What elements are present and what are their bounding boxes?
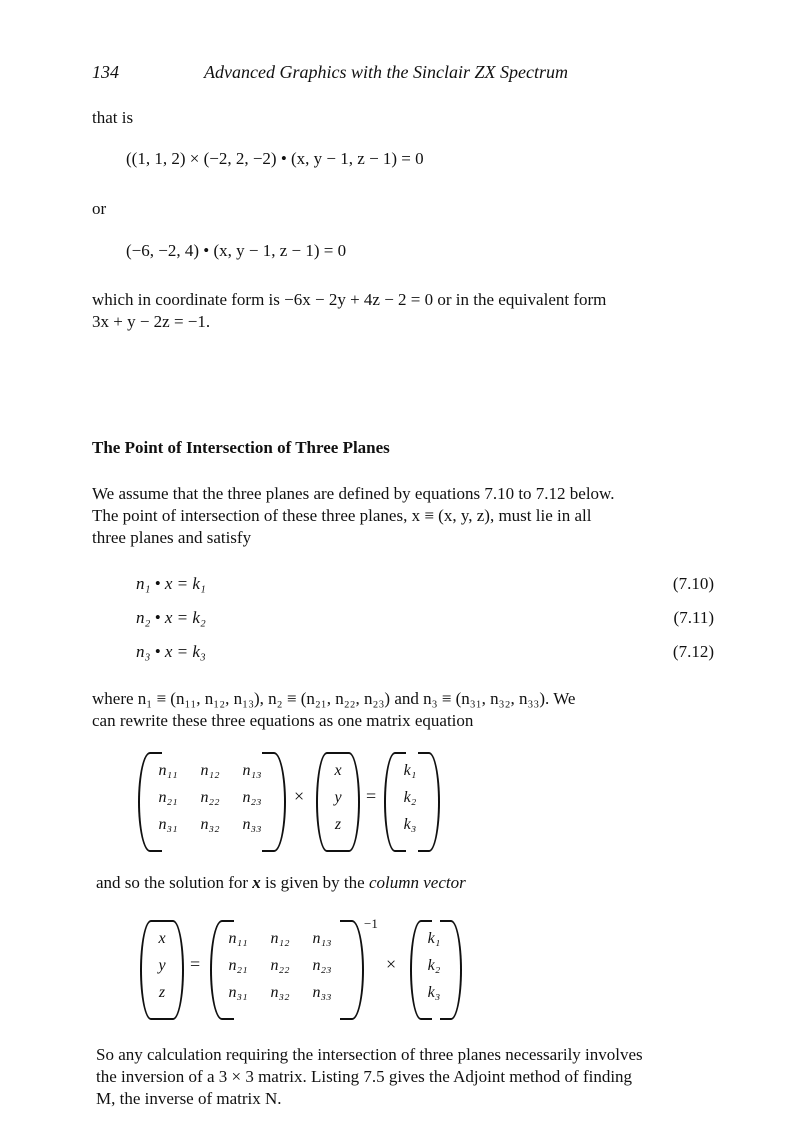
right-paren bbox=[340, 920, 364, 1020]
text-assume-2: The point of intersection of these three planes, x ≡ (x, y, z), must lie in all bbox=[92, 506, 592, 525]
text-column-vector: column vector bbox=[368, 873, 466, 892]
equals-sign: = bbox=[366, 786, 377, 806]
text-solution-a: and so the solution for bbox=[96, 873, 253, 892]
text-final-1: So any calculation requiring the intersection of three planes necessarily involves bbox=[96, 1045, 643, 1064]
right-paren bbox=[440, 920, 462, 1020]
vector-cell: k₁ bbox=[403, 762, 417, 779]
matrix-cell: n₂₂ bbox=[200, 789, 220, 806]
text-coordinate-form-1: which in coordinate form is −6x − 2y + 4z − 2 = 0 or in the equivalent form bbox=[92, 290, 607, 309]
matrix-cell: n₃₂ bbox=[200, 816, 220, 833]
vector-cell: k₂ bbox=[403, 789, 417, 806]
vector-cell: k₃ bbox=[427, 984, 441, 1001]
vector-cell: k₁ bbox=[427, 930, 441, 947]
matrix-cell: n₁₁ bbox=[228, 930, 248, 947]
right-paren bbox=[418, 752, 440, 852]
equation-cross-product: ((1, 1, 2) × (−2, 2, −2) • (x, y − 1, z − 1) = 0 bbox=[126, 149, 424, 168]
equation-lhs: n₁ • x = k₁ bbox=[136, 574, 206, 593]
vector-cell: y bbox=[158, 957, 166, 974]
matrix-cell: n₁₁ bbox=[158, 762, 178, 779]
text-that-is: that is bbox=[92, 108, 134, 127]
text-final-3: M, the inverse of matrix N. bbox=[96, 1089, 282, 1108]
equation-number: (7.10) bbox=[672, 574, 714, 593]
matrix-cell: n₃₃ bbox=[242, 816, 262, 833]
text-assume-1: We assume that the three planes are defined by equations 7.10 to 7.12 below. bbox=[92, 484, 615, 503]
equation-number: (7.12) bbox=[672, 642, 714, 661]
text-assume-3: three planes and satisfy bbox=[92, 528, 252, 547]
vector-cell: x bbox=[158, 930, 166, 947]
text-solution-b: is given by the bbox=[260, 873, 369, 892]
section-heading: The Point of Intersection of Three Planes bbox=[92, 438, 390, 457]
vector-cell: y bbox=[334, 789, 342, 806]
inverse-exponent: −1 bbox=[364, 916, 378, 931]
matrix-cell: n₂₁ bbox=[158, 789, 178, 806]
equation-number: (7.11) bbox=[673, 608, 714, 627]
page-number: 134 bbox=[92, 62, 119, 82]
right-paren bbox=[338, 752, 360, 852]
right-paren bbox=[162, 920, 184, 1020]
matrix-cell: n₃₁ bbox=[158, 816, 178, 833]
running-title: Advanced Graphics with the Sinclair ZX Spectrum bbox=[204, 62, 568, 82]
matrix-cell: n₁₃ bbox=[242, 762, 262, 779]
text-where-1: where n₁ ≡ (n₁₁, n₁₂, n₁₃), n₂ ≡ (n₂₁, n₂₂, n₂₃) and n₃ ≡ (n₃₁, n₃₂, n₃₃). We bbox=[92, 689, 576, 708]
matrix-cell: n₃₂ bbox=[270, 984, 290, 1001]
matrix-cell: n₂₃ bbox=[312, 957, 332, 974]
text-solution bbox=[96, 872, 466, 894]
text-coordinate-form-2: 3x + y − 2z = −1. bbox=[92, 312, 211, 331]
text-or: or bbox=[92, 199, 107, 218]
vector-cell: k₂ bbox=[427, 957, 441, 974]
times-sign: × bbox=[294, 786, 305, 806]
matrix-cell: n₃₁ bbox=[228, 984, 248, 1001]
right-paren bbox=[262, 752, 286, 852]
text-solution-x: x bbox=[252, 873, 261, 892]
times-sign: × bbox=[386, 954, 397, 974]
text-where-2: can rewrite these three equations as one matrix equation bbox=[92, 711, 474, 730]
equation-lhs: n₂ • x = k₂ bbox=[136, 608, 206, 627]
vector-cell: z bbox=[158, 984, 166, 1001]
equation-dot-product: (−6, −2, 4) • (x, y − 1, z − 1) = 0 bbox=[126, 241, 347, 260]
vector-cell: z bbox=[334, 816, 342, 833]
matrix-cell: n₃₃ bbox=[312, 984, 332, 1001]
matrix-cell: n₂₃ bbox=[242, 789, 262, 806]
matrix-cell: n₁₂ bbox=[200, 762, 220, 779]
equation-lhs: n₃ • x = k₃ bbox=[136, 642, 206, 661]
matrix-cell: n₂₁ bbox=[228, 957, 248, 974]
equals-sign: = bbox=[190, 954, 201, 974]
matrix-cell: n₁₃ bbox=[312, 930, 332, 947]
matrix-cell: n₁₂ bbox=[270, 930, 290, 947]
text-final-2: the inversion of a 3 × 3 matrix. Listing 7.5 gives the Adjoint method of finding bbox=[96, 1067, 633, 1086]
matrix-cell: n₂₂ bbox=[270, 957, 290, 974]
vector-cell: x bbox=[334, 762, 342, 779]
vector-cell: k₃ bbox=[403, 816, 417, 833]
